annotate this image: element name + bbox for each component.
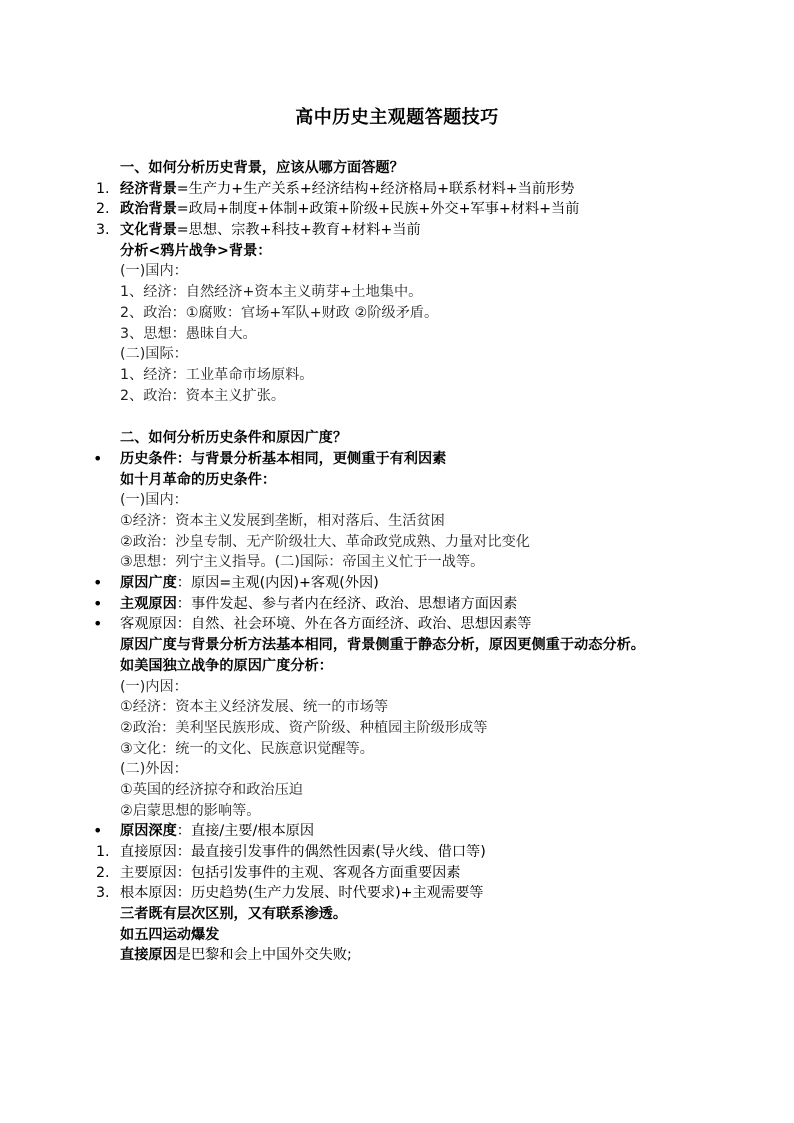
text-line-content: (一)国内： <box>120 492 188 509</box>
item-label: 经济背景 <box>120 180 177 197</box>
item-text: =政局+制度+体制+政策+阶级+民族+外交+军事+材料+当前 <box>176 201 580 218</box>
bullet-icon: • <box>93 448 103 468</box>
text-line-content: 2、政治：资本主义扩张。 <box>120 387 286 404</box>
numbered-item <box>0 883 794 904</box>
bullet-label: 主观原因 <box>120 595 177 612</box>
text-line-content: 1、经济：工业革命市场原料。 <box>120 366 314 383</box>
item-number: 2. <box>96 201 110 218</box>
example-heading <box>0 470 794 491</box>
bullet-item <box>0 821 794 842</box>
text-line-content: (一)内因： <box>120 678 188 695</box>
numbered-item <box>0 842 794 863</box>
bullet-text: ：事件发起、参与者内在经济、政治、思想诸方面因素 <box>176 595 518 612</box>
item-number: 1. <box>96 844 110 861</box>
bullet-text: 客观原因：自然、社会环境、外在各方面经济、政治、思想因素等 <box>120 616 532 633</box>
bullet-text: 历史条件：与背景分析基本相同，更侧重于有利因素 <box>120 450 447 467</box>
text-line <box>0 490 794 511</box>
numbered-item <box>0 863 794 884</box>
text-line-content: ②政治：沙皇专制、无产阶级壮大、革命政党成熟、力量对比变化 <box>120 533 530 550</box>
item-number: 3. <box>96 222 110 239</box>
text-line <box>0 945 794 966</box>
text-line <box>0 801 794 822</box>
text-line <box>0 282 794 303</box>
item-text: =生产力+生产关系+经济结构+经济格局+联系材料+当前形势 <box>176 180 575 197</box>
example-heading-text: 如美国独立战争的原因广度分析： <box>120 657 333 674</box>
text-line <box>0 552 794 573</box>
text-line-content: 2、政治：①腐败：官场+军队+财政 ②阶级矛盾。 <box>120 304 439 321</box>
bullet-text: ：直接/主要/根本原因 <box>176 823 315 840</box>
item-text: 根本原因：历史趋势(生产力发展、时代要求)+主观需要等 <box>120 885 484 902</box>
text-line <box>0 532 794 553</box>
page-title: 高中历史主观题答题技巧 <box>295 107 499 128</box>
text-line-content: ①经济：资本主义发展到垄断，相对落后、生活贫困 <box>120 513 445 529</box>
bullet-label: 原因深度 <box>120 823 177 840</box>
text-line-content: ①英国的经济掠夺和政治压迫 <box>120 781 303 798</box>
document-body <box>0 158 794 966</box>
text-line <box>0 511 794 532</box>
text-line <box>0 780 794 801</box>
text-line-content: 是巴黎和会上中国外交失败; <box>176 947 352 964</box>
bullet-item <box>0 573 794 594</box>
bold-line <box>0 904 794 925</box>
text-line-content: (二)外因： <box>120 761 188 778</box>
section-heading-text: 一、如何分析历史背景，应该从哪方面答题？ <box>120 160 404 176</box>
item-text: 主要原因：包括引发事件的主观、客观各方面重要因素 <box>120 864 461 881</box>
bold-paragraph <box>0 635 794 656</box>
text-line <box>0 697 794 718</box>
item-text: =思想、宗教+科技+教育+材料+当前 <box>176 222 421 239</box>
text-line <box>0 677 794 698</box>
text-line <box>0 344 794 365</box>
text-line-content: ②政治：美利坚民族形成、资产阶级、种植园主阶级形成等 <box>120 719 488 736</box>
bullet-icon: • <box>93 821 103 841</box>
text-line-content: (二)国际： <box>120 346 188 363</box>
text-line-content: 3、思想：愚昧自大。 <box>120 325 257 342</box>
example-heading <box>0 925 794 946</box>
item-label: 文化背景 <box>120 222 177 239</box>
bullet-icon: • <box>93 573 103 593</box>
numbered-item <box>0 199 794 220</box>
text-line-content: ②启蒙思想的影响等。 <box>120 802 261 819</box>
section-heading-text: 二、如何分析历史条件和原因广度？ <box>120 430 348 447</box>
section-heading <box>0 428 794 449</box>
section-heading <box>0 158 794 179</box>
example-heading-text: 如五四运动爆发 <box>120 926 220 943</box>
numbered-item <box>0 220 794 241</box>
text-label: 直接原因 <box>120 947 177 964</box>
bullet-icon: • <box>93 593 103 613</box>
text-line <box>0 261 794 282</box>
bullet-item <box>0 614 794 635</box>
text-line-content: ③文化：统一的文化、民族意识觉醒等。 <box>120 740 374 757</box>
item-text: 直接原因：最直接引发事件的偶然性因素(导火线、借口等) <box>120 844 486 861</box>
numbered-item <box>0 179 794 200</box>
item-number: 1. <box>96 180 110 197</box>
item-number: 3. <box>96 885 110 902</box>
item-number: 2. <box>96 864 110 881</box>
text-line-content: (一)国内： <box>120 263 188 280</box>
bullet-text: ：原因=主观(内因)+客观(外因) <box>176 575 379 592</box>
text-line-content: ③思想：列宁主义指导。(二)国际：帝国主义忙于一战等。 <box>120 554 485 571</box>
text-line-content: ①经济：资本主义经济发展、统一的市场等 <box>120 699 389 716</box>
text-line <box>0 718 794 739</box>
text-line-content: 1、经济：自然经济+资本主义萌芽+土地集中。 <box>120 284 423 301</box>
closing-text: 三者既有层次区别，又有联系渗透。 <box>120 906 348 923</box>
example-heading <box>0 241 794 262</box>
example-heading-text: 分析<鸦片战争>背景： <box>120 242 272 259</box>
text-line <box>0 386 794 407</box>
item-label: 政治背景 <box>120 201 177 218</box>
text-line <box>0 303 794 324</box>
example-heading <box>0 656 794 677</box>
bullet-item <box>0 449 794 470</box>
text-line <box>0 739 794 760</box>
example-heading-text: 如十月革命的历史条件： <box>120 471 277 488</box>
bullet-label: 原因广度 <box>120 575 177 592</box>
text-line <box>0 365 794 386</box>
text-line <box>0 324 794 345</box>
bullet-icon: • <box>93 614 103 634</box>
paragraph-text: 原因广度与背景分析方法基本相同，背景侧重于静态分析，原因更侧重于动态分析。 <box>120 637 645 654</box>
bullet-item <box>0 594 794 615</box>
spacer <box>0 406 794 428</box>
text-line <box>0 759 794 780</box>
